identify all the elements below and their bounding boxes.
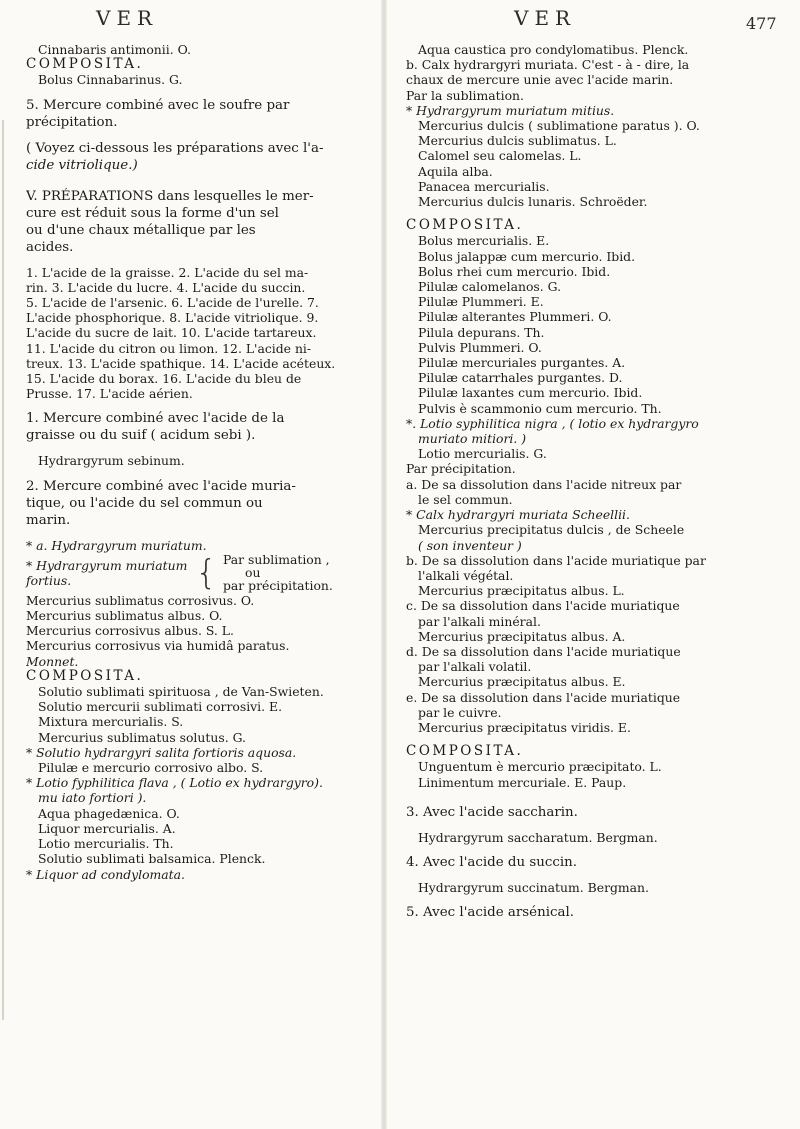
right-column-text xyxy=(406,42,778,921)
line-spacer xyxy=(406,735,778,744)
text-line: * Hydrargyrum muriatum mitius. xyxy=(406,102,615,118)
text-line: Pilulæ catarrhales purgantes. D. xyxy=(418,370,623,386)
text-line: b. Calx hydrargyri muriata. C'est - à - dire, la xyxy=(406,57,690,73)
text-line: Pilulæ alterantes Plummeri. O. xyxy=(418,309,612,325)
text-line: Mercurius sublimatus albus. O. xyxy=(26,608,223,624)
text-line: Pilulæ calomelanos. G. xyxy=(418,279,562,295)
running-head-right: VER xyxy=(514,6,577,30)
text-line: Prusse. 17. L'acide aérien. xyxy=(26,386,193,402)
text-line: Cinnabaris antimonii. O. xyxy=(38,42,191,57)
text-line: mu iato fortiori ). xyxy=(38,790,147,806)
text-line: b. De sa dissolution dans l'acide muriatique par xyxy=(406,552,706,568)
text-line: l'alkali végétal. xyxy=(418,567,514,583)
text-line: ( son inventeur ) xyxy=(418,537,522,553)
brace-right-line: par précipitation. xyxy=(222,578,333,594)
text-line: ( Voyez ci-dessous les préparations avec l'a- xyxy=(26,140,324,156)
line-spacer xyxy=(406,871,778,880)
text-line: Calomel seu calomelas. L. xyxy=(418,148,582,164)
text-line: 1. L'acide de la graisse. 2. L'acide du sel ma- xyxy=(26,264,309,280)
text-line: L'acide du sucre de lait. 10. L'acide tartareux. xyxy=(26,325,317,341)
text-line: Bolus Cinnabarinus. G. xyxy=(38,72,183,88)
line-spacer xyxy=(406,209,778,218)
section-heading: COMPOSITA. xyxy=(406,218,524,234)
line-spacer xyxy=(406,845,778,854)
text-line: Pulvis è scammonio cum mercurio. Th. xyxy=(418,400,662,416)
text-line: Pulvis Plummeri. O. xyxy=(418,339,542,355)
text-line: Solutio sublimati balsamica. Plenck. xyxy=(38,851,266,867)
text-line: Pilulæ mercuriales purgantes. A. xyxy=(418,355,626,371)
text-line: 15. L'acide du borax. 16. L'acide du bleu de xyxy=(26,371,302,387)
text-line: a. De sa dissolution dans l'acide nitreux par xyxy=(406,476,682,492)
text-line: graisse ou du suif ( acidum sebi ). xyxy=(26,428,256,444)
text-line: Mercurius præcipitatus albus. E. xyxy=(418,674,626,690)
text-line: chaux de mercure unie avec l'acide marin. xyxy=(406,72,674,88)
text-line: ou d'une chaux métallique par les xyxy=(26,222,256,238)
text-line: précipitation. xyxy=(26,114,118,130)
text-line: Bolus mercurialis. E. xyxy=(418,233,550,249)
text-line: 1. Mercure combiné avec l'acide de la xyxy=(26,411,285,427)
text-line: Mercurius dulcis lunaris. Schroëder. xyxy=(418,194,648,210)
text-line: Lotio mercurialis. Th. xyxy=(38,836,174,852)
text-line: Mixtura mercurialis. S. xyxy=(38,714,184,730)
text-line: L'acide phosphorique. 8. L'acide vitriolique. 9. xyxy=(26,310,319,326)
brace-left-line: * Hydrargyrum muriatum xyxy=(26,557,188,573)
text-line: Aqua caustica pro condylomatibus. Plenck. xyxy=(418,42,689,57)
left-column-text-part-2 xyxy=(26,593,366,882)
text-line: * Liquor ad condylomata. xyxy=(26,866,185,882)
brace-right-text xyxy=(223,553,333,592)
text-line: Solutio mercurii sublimati corrosivi. E. xyxy=(38,699,283,715)
text-line: Liquor mercurialis. A. xyxy=(38,820,176,836)
text-line: Par la sublimation. xyxy=(406,87,524,103)
text-line: Mercurius præcipitatus albus. L. xyxy=(418,583,625,599)
text-line: 5. L'acide de l'arsenic. 6. L'acide de l'urelle. 7. xyxy=(26,295,319,311)
line-spacer xyxy=(406,895,778,904)
text-line: Hydrargyrum succinatum. Bergman. xyxy=(418,879,649,895)
text-line: 4. Avec l'acide du succin. xyxy=(406,854,577,870)
text-line: le sel commun. xyxy=(418,491,513,507)
text-line: muriato mitiori. ) xyxy=(418,431,527,447)
text-line: d. De sa dissolution dans l'acide muriatique xyxy=(406,643,681,659)
text-line: tique, ou l'acide du sel commun ou xyxy=(26,495,263,511)
text-line: Hydrargyrum saccharatum. Bergman. xyxy=(418,829,658,845)
text-line: Mercurius præcipitatus albus. A. xyxy=(418,628,626,644)
line-spacer xyxy=(26,444,366,453)
text-line: *. Lotio syphilitica nigra , ( lotio ex hydrargyro xyxy=(406,415,699,431)
text-line: 5. Avec l'acide arsénical. xyxy=(406,905,574,921)
text-line: * Lotio fyphilitica flava , ( Lotio ex hydrargyro). xyxy=(26,775,323,791)
text-line: Solutio sublimati spirituosa , de Van-Swieten. xyxy=(38,684,324,700)
brace-right-line: Par sublimation , xyxy=(222,552,330,568)
text-line: acides. xyxy=(26,239,74,255)
brace-left-text xyxy=(26,558,187,588)
text-line: cure est réduit sous la forme d'un sel xyxy=(26,205,279,221)
line-spacer xyxy=(26,401,366,410)
left-column-text-part-1 xyxy=(26,42,366,553)
text-line: Mercurius dulcis sublimatus. L. xyxy=(418,133,617,149)
text-line: cide vitriolique.) xyxy=(26,157,138,173)
text-line: Mercurius sublimatus solutus. G. xyxy=(38,729,246,745)
text-line: Monnet. xyxy=(26,653,79,669)
text-line: Mercurius dulcis ( sublimatione paratus ). O. xyxy=(418,118,700,134)
text-line: Pilula depurans. Th. xyxy=(418,324,545,340)
section-heading: COMPOSITA. xyxy=(26,668,144,684)
line-spacer xyxy=(406,821,778,830)
text-line: Bolus rhei cum mercurio. Ibid. xyxy=(418,263,611,279)
text-line: Hydrargyrum sebinum. xyxy=(38,453,185,469)
text-line: Mercurius præcipitatus viridis. E. xyxy=(418,719,631,735)
left-column xyxy=(26,42,366,882)
text-line: rin. 3. L'acide du lucre. 4. L'acide du succin. xyxy=(26,279,306,295)
line-spacer xyxy=(26,131,366,140)
text-line: * Solutio hydrargyri salita fortioris aquosa. xyxy=(26,744,297,760)
text-line: Panacea mercurialis. xyxy=(418,178,550,194)
text-line: Mercurius sublimatus corrosivus. O. xyxy=(26,592,255,608)
text-line: 5. Mercure combiné avec le soufre par xyxy=(26,97,290,113)
text-line: par l'alkali minéral. xyxy=(418,613,541,629)
section-heading: COMPOSITA. xyxy=(406,744,524,760)
text-line: Pilulæ Plummeri. E. xyxy=(418,294,544,310)
line-spacer xyxy=(26,469,366,478)
line-spacer xyxy=(26,529,366,538)
text-line: c. De sa dissolution dans l'acide muriatique xyxy=(406,598,680,614)
text-line: Linimentum mercuriale. E. Paup. xyxy=(418,774,627,790)
text-line: Mercurius corrosivus albus. S. L. xyxy=(26,623,234,639)
text-line: 11. L'acide du citron ou limon. 12. L'acide ni- xyxy=(26,340,312,356)
line-spacer xyxy=(26,88,366,97)
text-line: Bolus jalappæ cum mercurio. Ibid. xyxy=(418,248,636,264)
page-number: 477 xyxy=(746,14,777,33)
text-line: Aquila alba. xyxy=(418,163,493,179)
text-line: par le cuivre. xyxy=(418,704,502,720)
text-line: Pilulæ laxantes cum mercurio. Ibid. xyxy=(418,385,643,401)
line-spacer xyxy=(406,790,778,804)
brace-right-line: ou xyxy=(244,565,261,581)
right-column xyxy=(406,42,778,921)
text-line: Lotio mercurialis. G. xyxy=(418,446,547,462)
text-line: * Calx hydrargyri muriata Scheellii. xyxy=(406,507,630,523)
text-line: Pilulæ e mercurio corrosivo albo. S. xyxy=(38,760,264,776)
text-line: 2. Mercure combiné avec l'acide muria- xyxy=(26,478,296,494)
running-head-left: VER xyxy=(96,6,159,30)
text-line: Par précipitation. xyxy=(406,461,516,477)
section-heading: COMPOSITA. xyxy=(26,57,144,73)
curly-brace-icon: { xyxy=(195,552,217,593)
line-spacer xyxy=(26,256,366,265)
text-line: marin. xyxy=(26,512,71,528)
page-gutter xyxy=(381,0,387,1129)
brace-group xyxy=(26,553,366,593)
line-spacer xyxy=(26,174,366,188)
text-line: Aqua phagedænica. O. xyxy=(38,805,180,821)
text-line: Mercurius corrosivus via humidâ paratus. xyxy=(26,638,290,654)
text-line: V. PRÉPARATIONS dans lesquelles le mer- xyxy=(26,188,314,204)
page-edge-mark xyxy=(2,120,4,1020)
text-line: par l'alkali volatil. xyxy=(418,659,532,675)
text-line: * a. Hydrargyrum muriatum. xyxy=(26,537,207,553)
text-line: Unguentum è mercurio præcipitato. L. xyxy=(418,759,662,775)
text-line: 3. Avec l'acide saccharin. xyxy=(406,804,578,820)
brace-left-line: fortius. xyxy=(26,572,72,588)
text-line: treux. 13. L'acide spathique. 14. L'acide acéteux. xyxy=(26,355,336,371)
text-line: Mercurius precipitatus dulcis , de Scheele xyxy=(418,522,685,538)
text-line: e. De sa dissolution dans l'acide muriatique xyxy=(406,689,681,705)
